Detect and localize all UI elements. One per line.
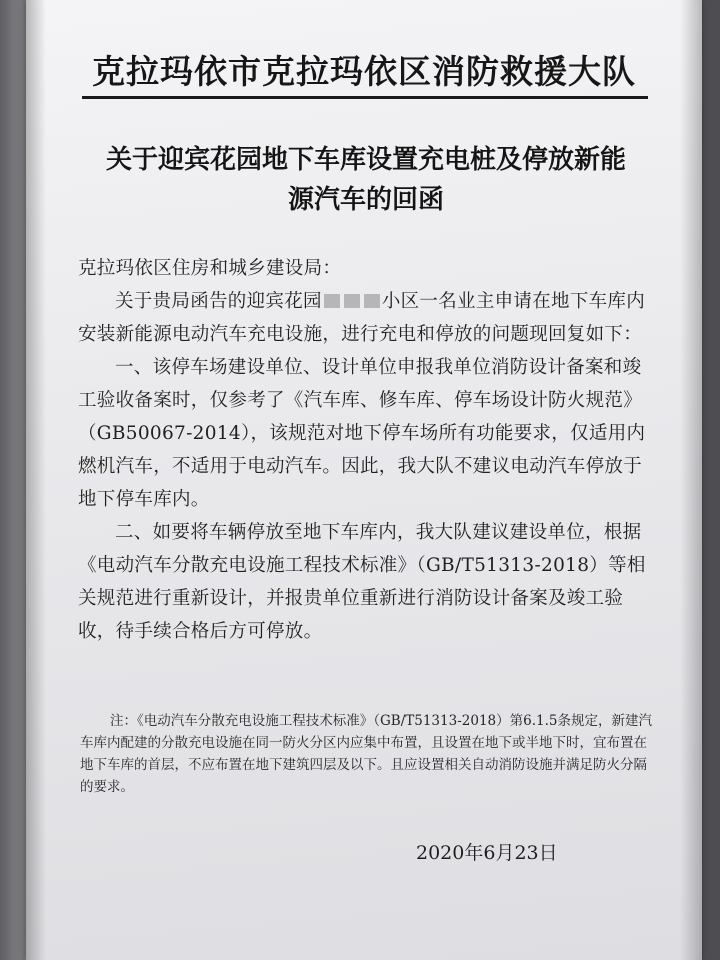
document-title <box>86 140 646 220</box>
redaction-block <box>364 294 380 308</box>
intro-text-before: 关于贵局函告的迎宾花园 <box>115 291 322 312</box>
letter-body <box>78 252 658 648</box>
paper-sheet <box>26 0 702 960</box>
title-line-2: 源汽车的回函 <box>287 185 444 215</box>
letterhead-org: 克拉玛依市克拉玛依区消防救援大队 <box>92 52 636 91</box>
paper-edge-shadow <box>26 0 46 960</box>
footnote <box>80 710 660 798</box>
intro-text-after: 小区一名业主申请在地下车库内安装新能源电动汽车充电设施，进行充电和停放的问题现回复如下： <box>78 291 646 345</box>
point-one-paragraph: 一、该停车场建设单位、设计单位申报我单位消防设计备案和竣工验收备案时，仅参考了《汽车库、修车库、停车场设计防火规范》（GB50067-2014），该规范对地下停车场所有功能要求，仅适用内燃机汽车，不适用于电动汽车。因此，我大队不建议电动汽车停放于地下停车库内。 <box>78 357 646 510</box>
letterhead-rule <box>82 96 648 99</box>
paper-fold-shadow <box>680 0 702 960</box>
salutation: 克拉玛依区住房和城乡建设局： <box>78 258 342 279</box>
footnote-text: 注：《电动汽车分散充电设施工程技术标准》（GB/T51313-2018）第6.1.5条规定，新建汽车库内配建的分散充电设施在同一防火分区内应集中布置，且设置在地下或半地下时，宜布置在地下车库的首层，不应布置在地下建筑四层及以下。且应设置相关自动消防设施并满足防火分隔的要求。 <box>80 713 652 795</box>
document-date: 2020年6月23日 <box>416 842 558 864</box>
redaction-block <box>344 294 360 308</box>
point-two-paragraph: 二、如要将车辆停放至地下车库内，我大队建议建设单位，根据《电动汽车分散充电设施工程技术标准》（GB/T51313-2018）等相关规范进行重新设计，并报贵单位重新进行消防设计备案及竣工验收，待手续合格后方可停放。 <box>78 522 646 642</box>
intro-paragraph <box>78 285 658 351</box>
title-line-1: 关于迎宾花园地下车库设置充电桩及停放新能 <box>105 145 626 175</box>
redaction-block <box>324 294 340 308</box>
